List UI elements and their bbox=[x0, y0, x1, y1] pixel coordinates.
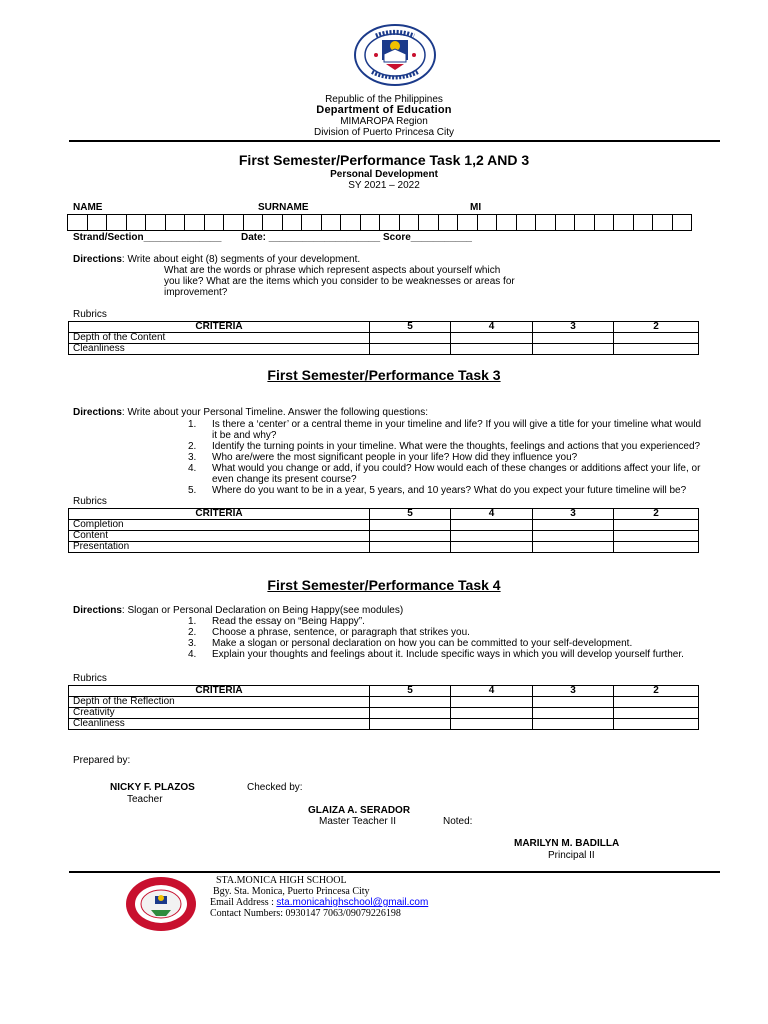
master-teacher-role: Master Teacher II bbox=[319, 816, 397, 827]
rubric-row bbox=[69, 333, 699, 344]
email-label: Email Address : bbox=[210, 897, 277, 908]
score-cell[interactable] bbox=[451, 344, 533, 355]
letter-box[interactable] bbox=[380, 215, 400, 231]
strand-section-field[interactable]: Strand/Section______________ bbox=[73, 232, 222, 243]
rubric-table-task4 bbox=[68, 685, 699, 730]
score-header: 2 bbox=[614, 509, 699, 520]
score-cell[interactable] bbox=[451, 708, 533, 719]
teacher-role: Teacher bbox=[127, 794, 163, 805]
rubric-row bbox=[69, 520, 699, 531]
school-address: Bgy. Sta. Monica, Puerto Princesa City bbox=[213, 886, 370, 897]
rubric-table-task12 bbox=[68, 321, 699, 355]
score-cell[interactable] bbox=[614, 344, 699, 355]
rubric-row bbox=[69, 708, 699, 719]
step-item bbox=[188, 638, 728, 649]
task4-directions bbox=[73, 605, 403, 616]
letterhead bbox=[0, 94, 768, 138]
letterhead-division: Division of Puerto Princesa City bbox=[313, 127, 455, 138]
noted-label: Noted: bbox=[443, 816, 473, 827]
letter-box[interactable] bbox=[341, 215, 361, 231]
question-text: Where do you want to be in a year, 5 years, and 10 years? What do you expect your future timeline will be? bbox=[212, 485, 687, 496]
score-cell[interactable] bbox=[370, 697, 451, 708]
question-item bbox=[188, 452, 728, 463]
step-number: 2. bbox=[188, 627, 197, 638]
rubric-row bbox=[69, 542, 699, 553]
criteria-header: CRITERIA bbox=[69, 322, 370, 333]
letter-box[interactable] bbox=[87, 215, 107, 231]
directions-label: Directions bbox=[73, 254, 122, 265]
directions-label: Directions bbox=[73, 605, 122, 616]
score-cell[interactable] bbox=[614, 531, 699, 542]
directions-text: : Write about your Personal Timeline. Answer the following questions: bbox=[121, 407, 428, 418]
letter-box[interactable] bbox=[614, 215, 634, 231]
criterion-label: Creativity bbox=[69, 708, 370, 719]
letter-box-row[interactable] bbox=[68, 215, 692, 231]
rubrics-label: Rubrics bbox=[73, 673, 107, 684]
step-text: Make a slogan or personal declaration on how you can be committed to your self-development. bbox=[212, 638, 633, 649]
letter-box[interactable] bbox=[438, 215, 458, 231]
school-contact: Contact Numbers: 0930147 7063/09079226198 bbox=[210, 908, 401, 919]
date-field[interactable]: Date: ____________________ bbox=[241, 232, 381, 243]
letter-box[interactable] bbox=[419, 215, 439, 231]
criterion-label: Depth of the Reflection bbox=[69, 697, 370, 708]
question-item bbox=[188, 463, 728, 485]
question-number: 5. bbox=[188, 485, 197, 496]
letter-box[interactable] bbox=[302, 215, 322, 231]
question-number: 3. bbox=[188, 452, 197, 463]
criteria-header: CRITERIA bbox=[69, 686, 370, 697]
directions-line: improvement? bbox=[164, 287, 228, 298]
checked-by-label: Checked by: bbox=[247, 782, 303, 793]
score-cell[interactable] bbox=[451, 697, 533, 708]
step-number: 1. bbox=[188, 616, 197, 627]
letter-box[interactable] bbox=[653, 215, 673, 231]
letterhead-republic: Republic of the Philippines bbox=[325, 94, 443, 105]
criterion-label: Depth of the Content bbox=[69, 333, 370, 344]
letter-box[interactable] bbox=[399, 215, 419, 231]
score-cell[interactable] bbox=[533, 719, 614, 730]
task3-heading: First Semester/Performance Task 3 bbox=[267, 367, 501, 383]
letter-box[interactable] bbox=[224, 215, 244, 231]
task3-directions bbox=[73, 407, 428, 418]
score-cell[interactable] bbox=[370, 719, 451, 730]
score-cell[interactable] bbox=[533, 333, 614, 344]
surname-label: SURNAME bbox=[258, 202, 309, 213]
name-letter-boxes[interactable] bbox=[67, 214, 692, 231]
school-name: STA.MONICA HIGH SCHOOL bbox=[216, 875, 347, 886]
deped-seal bbox=[354, 24, 436, 86]
score-cell[interactable] bbox=[370, 531, 451, 542]
step-text: Choose a phrase, sentence, or paragraph that strikes you. bbox=[212, 627, 470, 638]
score-cell[interactable] bbox=[614, 542, 699, 553]
question-text: Is there a ‘center’ or a central theme in your timeline and life? If you will give a title for your timeline what would bbox=[212, 419, 702, 430]
letter-box[interactable] bbox=[360, 215, 380, 231]
step-number: 3. bbox=[188, 638, 197, 649]
letterhead-region: MIMAROPA Region bbox=[340, 116, 428, 127]
task4-heading: First Semester/Performance Task 4 bbox=[267, 577, 501, 593]
score-cell[interactable] bbox=[370, 344, 451, 355]
letter-box[interactable] bbox=[107, 215, 127, 231]
rubric-row bbox=[69, 344, 699, 355]
score-cell[interactable] bbox=[533, 520, 614, 531]
directions-text: : Write about eight (8) segments of your development. bbox=[121, 254, 361, 265]
seal-text bbox=[436, 24, 437, 25]
step-item bbox=[188, 649, 728, 660]
question-item bbox=[188, 419, 728, 441]
rubric-row bbox=[69, 531, 699, 542]
school-info bbox=[210, 875, 428, 919]
letter-box[interactable] bbox=[555, 215, 575, 231]
directions-label: Directions bbox=[73, 407, 122, 418]
letter-box[interactable] bbox=[263, 215, 283, 231]
question-text: What would you change or add, if you could? How would each of these changes or additions affect your life, or bbox=[212, 463, 701, 474]
letter-box[interactable] bbox=[575, 215, 595, 231]
header-divider bbox=[69, 140, 720, 142]
score-cell[interactable] bbox=[370, 520, 451, 531]
rubrics-label: Rubrics bbox=[73, 309, 107, 320]
directions-line: What are the words or phrase which represent aspects about yourself which bbox=[164, 265, 501, 276]
score-header: 4 bbox=[451, 509, 533, 520]
letter-box[interactable] bbox=[477, 215, 497, 231]
score-cell[interactable] bbox=[451, 333, 533, 344]
page-title: First Semester/Performance Task 1,2 AND 3 bbox=[238, 152, 530, 168]
letter-box[interactable] bbox=[516, 215, 536, 231]
school-logo-text bbox=[197, 876, 198, 877]
score-header: 4 bbox=[451, 322, 533, 333]
score-header: 5 bbox=[370, 686, 451, 697]
score-header: 3 bbox=[533, 686, 614, 697]
score-cell[interactable] bbox=[451, 531, 533, 542]
step-item bbox=[188, 616, 728, 627]
score-header: 2 bbox=[614, 686, 699, 697]
question-text-cont: it be and why? bbox=[212, 430, 277, 441]
criterion-label: Content bbox=[69, 531, 370, 542]
teacher-name: NICKY F. PLAZOS bbox=[110, 782, 195, 793]
letter-box[interactable] bbox=[146, 215, 166, 231]
criteria-header: CRITERIA bbox=[69, 509, 370, 520]
letter-box[interactable] bbox=[497, 215, 517, 231]
rubric-header-row bbox=[69, 509, 699, 520]
score-cell[interactable] bbox=[370, 708, 451, 719]
prepared-by-label: Prepared by: bbox=[73, 755, 131, 766]
principal-name: MARILYN M. BADILLA bbox=[514, 838, 620, 849]
letterhead-department: Department of Education bbox=[316, 104, 452, 116]
question-item bbox=[188, 485, 728, 496]
step-text: Explain your thoughts and feelings about it. Include specific ways in which you will develop yourself further. bbox=[212, 649, 684, 660]
school-email-line bbox=[210, 897, 428, 908]
question-text: Who are/were the most significant people in your life? How did they influence you? bbox=[212, 452, 578, 463]
letter-box[interactable] bbox=[594, 215, 614, 231]
question-item bbox=[188, 441, 728, 452]
letter-box[interactable] bbox=[243, 215, 263, 231]
score-cell[interactable] bbox=[614, 697, 699, 708]
subject-label: Personal Development bbox=[330, 169, 438, 180]
letter-box[interactable] bbox=[165, 215, 185, 231]
score-cell[interactable] bbox=[370, 542, 451, 553]
score-cell[interactable] bbox=[370, 333, 451, 344]
principal-role: Principal II bbox=[548, 850, 595, 861]
letter-box[interactable] bbox=[185, 215, 205, 231]
score-cell[interactable] bbox=[533, 697, 614, 708]
letter-box[interactable] bbox=[126, 215, 146, 231]
letter-box[interactable] bbox=[68, 215, 88, 231]
score-cell[interactable] bbox=[533, 542, 614, 553]
master-teacher-name: GLAIZA A. SERADOR bbox=[308, 805, 411, 816]
score-cell[interactable] bbox=[451, 520, 533, 531]
score-cell[interactable] bbox=[451, 542, 533, 553]
step-item bbox=[188, 627, 728, 638]
score-cell[interactable] bbox=[614, 708, 699, 719]
step-number: 4. bbox=[188, 649, 197, 660]
score-cell[interactable] bbox=[451, 719, 533, 730]
question-number: 1. bbox=[188, 419, 197, 430]
task3-questions bbox=[188, 419, 728, 496]
score-cell[interactable] bbox=[533, 531, 614, 542]
question-number: 2. bbox=[188, 441, 197, 452]
letter-box[interactable] bbox=[633, 215, 653, 231]
score-cell[interactable] bbox=[614, 719, 699, 730]
step-text: Read the essay on “Being Happy”. bbox=[212, 616, 365, 627]
score-header: 3 bbox=[533, 322, 614, 333]
score-field[interactable]: Score___________ bbox=[383, 232, 472, 243]
directions-line: you like? What are the items which you consider to be weaknesses or areas for bbox=[164, 276, 515, 287]
school-logo bbox=[125, 876, 197, 932]
score-header: 5 bbox=[370, 322, 451, 333]
letter-box[interactable] bbox=[672, 215, 692, 231]
criterion-label: Cleanliness bbox=[69, 344, 370, 355]
rubric-row bbox=[69, 697, 699, 708]
criterion-label: Completion bbox=[69, 520, 370, 531]
letter-box[interactable] bbox=[282, 215, 302, 231]
criterion-label: Presentation bbox=[69, 542, 370, 553]
score-cell[interactable] bbox=[614, 520, 699, 531]
task12-directions bbox=[73, 254, 360, 265]
score-cell[interactable] bbox=[533, 708, 614, 719]
letter-box[interactable] bbox=[204, 215, 224, 231]
rubric-header-row bbox=[69, 322, 699, 333]
school-year: SY 2021 – 2022 bbox=[348, 180, 420, 191]
question-text-cont: even change its present course? bbox=[212, 474, 357, 485]
task12-directions-cont bbox=[164, 265, 515, 298]
footer-divider bbox=[69, 871, 720, 873]
rubric-header-row bbox=[69, 686, 699, 697]
task4-steps bbox=[188, 616, 728, 660]
directions-text: : Slogan or Personal Declaration on Being Happy(see modules) bbox=[121, 605, 404, 616]
criterion-label: Cleanliness bbox=[69, 719, 370, 730]
rubric-table-task3 bbox=[68, 508, 699, 553]
question-number: 4. bbox=[188, 463, 197, 474]
name-label: NAME bbox=[73, 202, 103, 213]
letter-box[interactable] bbox=[536, 215, 556, 231]
score-header: 5 bbox=[370, 509, 451, 520]
question-text: Identify the turning points in your timeline. What were the thoughts, feelings and actions that you experienced? bbox=[212, 441, 701, 452]
rubrics-label: Rubrics bbox=[73, 496, 107, 507]
email-link[interactable]: sta.monicahighschool@gmail.com bbox=[276, 897, 429, 908]
score-cell[interactable] bbox=[614, 333, 699, 344]
letter-box[interactable] bbox=[321, 215, 341, 231]
score-header: 3 bbox=[533, 509, 614, 520]
mi-label: MI bbox=[470, 202, 482, 213]
score-header: 2 bbox=[614, 322, 699, 333]
letter-box[interactable] bbox=[458, 215, 478, 231]
rubric-row bbox=[69, 719, 699, 730]
score-header: 4 bbox=[451, 686, 533, 697]
score-cell[interactable] bbox=[533, 344, 614, 355]
